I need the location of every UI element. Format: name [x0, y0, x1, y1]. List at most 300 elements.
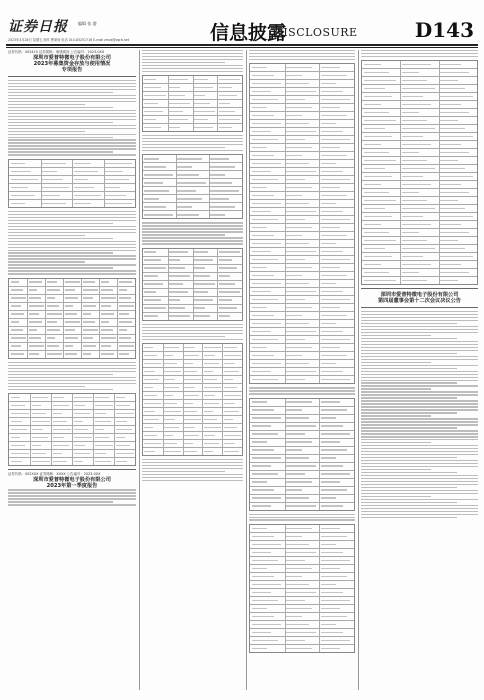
table-cell-text — [402, 264, 431, 265]
table-cell-divider — [27, 343, 28, 350]
table-cell-text — [144, 403, 161, 404]
table-cell-divider — [168, 76, 169, 83]
table-cell-text — [286, 616, 302, 617]
text-line — [361, 350, 478, 351]
table-cell-text — [105, 179, 129, 180]
table-cell-text — [219, 111, 235, 112]
table-row — [9, 343, 135, 351]
table-cell-divider — [117, 327, 118, 334]
table-cell-divider — [439, 277, 440, 284]
table-cell-divider — [400, 229, 401, 236]
text-line — [361, 436, 478, 437]
table-cell-divider — [217, 76, 218, 83]
table-cell-text — [321, 211, 344, 212]
text-line — [361, 442, 431, 443]
text-line — [361, 53, 478, 54]
table-row — [9, 394, 135, 402]
text-line — [142, 56, 243, 57]
table-row — [9, 192, 135, 200]
table-cell-text — [364, 168, 385, 169]
table-cell-text — [224, 395, 241, 396]
table-cell-text — [440, 112, 469, 113]
table-row — [250, 136, 354, 144]
table-cell-divider — [163, 424, 164, 431]
table-cell-divider — [209, 163, 210, 170]
table-cell-divider — [117, 311, 118, 318]
table-cell-text — [402, 72, 419, 73]
table-cell-text — [252, 608, 268, 609]
text-line — [8, 232, 136, 233]
table-row — [143, 273, 242, 281]
table-cell-text — [11, 163, 25, 164]
table-cell-text — [184, 403, 193, 404]
table-cell-text — [119, 337, 131, 338]
table-cell-divider — [168, 100, 169, 107]
text-line — [8, 235, 85, 236]
table-cell-divider — [319, 216, 320, 223]
table-cell-divider — [209, 203, 210, 210]
table-cell-divider — [45, 287, 46, 294]
table-cell-text — [364, 64, 381, 65]
table-cell-text — [65, 337, 79, 338]
table-cell-divider — [439, 205, 440, 212]
text-line — [8, 139, 136, 140]
table-cell-divider — [285, 160, 286, 167]
table-cell-divider — [319, 208, 320, 215]
table-cell-text — [144, 79, 155, 80]
header-rule-thin — [6, 47, 478, 48]
table-cell-divider — [285, 320, 286, 327]
table-cell-text — [286, 449, 302, 450]
table-cell-text — [321, 624, 337, 625]
table-cell-divider — [163, 384, 164, 391]
table-cell-divider — [217, 124, 218, 131]
table-cell-text — [364, 80, 397, 81]
table-cell-divider — [30, 434, 31, 441]
table-cell-divider — [51, 394, 52, 401]
table-cell-divider — [27, 279, 28, 286]
text-line — [361, 418, 478, 419]
table-cell-divider — [319, 240, 320, 247]
table-cell-divider — [99, 279, 100, 286]
table-cell-text — [321, 433, 350, 434]
table-cell-text — [252, 648, 268, 649]
table-cell-text — [42, 187, 69, 188]
table-cell-divider — [319, 192, 320, 199]
table-cell-text — [286, 401, 312, 402]
table-cell-text — [204, 387, 221, 388]
table-cell-divider — [163, 368, 164, 375]
table-row — [250, 352, 354, 360]
table-cell-text — [286, 299, 305, 300]
table-cell-text — [286, 425, 315, 426]
table-row — [9, 168, 135, 176]
table-row — [250, 471, 354, 479]
table-cell-text — [364, 88, 385, 89]
table-cell-text — [252, 552, 271, 553]
table-cell-text — [364, 240, 397, 241]
table-cell-divider — [51, 410, 52, 417]
table-cell-divider — [202, 440, 203, 447]
table-cell-text — [286, 473, 305, 474]
text-line — [142, 228, 243, 229]
text-line — [8, 250, 136, 251]
table-cell-divider — [285, 621, 286, 628]
table-cell-text — [164, 371, 181, 372]
table-cell-text — [321, 481, 340, 482]
table-cell-text — [105, 187, 119, 188]
table-cell-divider — [202, 368, 203, 375]
table-cell-divider — [285, 645, 286, 652]
table-cell-divider — [41, 200, 42, 207]
table-cell-divider — [400, 109, 401, 116]
table-cell-text — [144, 427, 153, 428]
table-cell-text — [364, 272, 389, 273]
text-line — [361, 451, 478, 452]
table-row — [250, 637, 354, 645]
text-line — [249, 517, 355, 518]
table-cell-text — [286, 171, 315, 172]
table-cell-text — [252, 409, 275, 410]
table-cell-divider — [217, 84, 218, 91]
table-cell-text — [252, 481, 268, 482]
table-row — [143, 313, 242, 320]
table-cell-text — [364, 248, 385, 249]
table-cell-divider — [163, 448, 164, 455]
table-cell-text — [252, 107, 268, 108]
data-table — [249, 524, 355, 653]
table-row — [250, 463, 354, 471]
text-line — [8, 371, 136, 372]
table-cell-divider — [114, 458, 115, 465]
table-cell-text — [286, 331, 315, 332]
table-row — [250, 160, 354, 168]
text-line — [361, 439, 478, 440]
table-cell-text — [321, 568, 340, 569]
table-cell-divider — [183, 352, 184, 359]
table-cell-text — [364, 160, 397, 161]
table-cell-divider — [319, 72, 320, 79]
table-cell-divider — [222, 344, 223, 351]
table-cell-divider — [285, 80, 286, 87]
table-cell-divider — [63, 335, 64, 342]
table-cell-text — [321, 536, 347, 537]
table-row — [362, 61, 477, 69]
table-cell-divider — [168, 313, 169, 320]
table-cell-text — [286, 115, 302, 116]
table-cell-divider — [202, 432, 203, 439]
table-cell-divider — [81, 319, 82, 326]
table-cell-text — [286, 243, 309, 244]
table-cell-text — [321, 75, 347, 76]
table-cell-text — [321, 417, 337, 418]
table-cell-text — [164, 355, 173, 356]
table-cell-text — [53, 413, 62, 414]
table-cell-divider — [285, 431, 286, 438]
table-row — [143, 211, 242, 218]
table-cell-divider — [99, 287, 100, 294]
text-line — [8, 368, 136, 369]
table-cell-text — [321, 355, 347, 356]
table-cell-text — [224, 387, 237, 388]
table-cell-divider — [222, 376, 223, 383]
text-line — [142, 471, 225, 472]
table-cell-text — [321, 371, 344, 372]
text-line — [361, 496, 431, 497]
table-cell-text — [65, 321, 80, 322]
table-cell-divider — [285, 479, 286, 486]
text-block — [361, 311, 478, 518]
table-row — [250, 629, 354, 637]
table-cell-text — [286, 465, 315, 466]
table-cell-divider — [439, 253, 440, 260]
table-cell-divider — [439, 165, 440, 172]
table-cell-text — [252, 227, 268, 228]
table-row — [250, 304, 354, 312]
table-cell-divider — [81, 279, 82, 286]
table-cell-divider — [285, 415, 286, 422]
table-cell-divider — [319, 152, 320, 159]
table-cell-divider — [439, 245, 440, 252]
table-cell-text — [252, 584, 281, 585]
table-row — [9, 311, 135, 319]
text-line — [142, 474, 243, 475]
table-cell-divider — [439, 229, 440, 236]
table-cell-divider — [72, 394, 73, 401]
table-cell-text — [29, 289, 37, 290]
text-line — [8, 98, 136, 99]
table-cell-divider — [319, 320, 320, 327]
table-row — [143, 416, 242, 424]
table-cell-divider — [439, 269, 440, 276]
table-cell-divider — [319, 573, 320, 580]
table-cell-divider — [63, 295, 64, 302]
table-cell-text — [11, 445, 25, 446]
table-cell-text — [144, 119, 155, 120]
table-cell-text — [440, 104, 461, 105]
table-cell-divider — [183, 432, 184, 439]
table-cell-divider — [163, 440, 164, 447]
table-cell-divider — [285, 487, 286, 494]
table-cell-text — [224, 411, 239, 412]
table-cell-divider — [45, 343, 46, 350]
table-cell-divider — [202, 408, 203, 415]
table-cell-divider — [51, 442, 52, 449]
table-cell-divider — [51, 434, 52, 441]
table-cell-text — [286, 131, 315, 132]
table-cell-divider — [439, 181, 440, 188]
text-line — [361, 427, 457, 428]
table-cell-text — [402, 96, 423, 97]
table-cell-text — [177, 158, 202, 159]
text-line — [361, 448, 478, 449]
column-1 — [8, 50, 136, 692]
table-cell-text — [252, 259, 278, 260]
table-cell-text — [119, 329, 127, 330]
table-cell-divider — [193, 297, 194, 304]
table-cell-text — [440, 176, 473, 177]
table-cell-divider — [285, 296, 286, 303]
table-cell-text — [194, 299, 213, 300]
table-cell-text — [11, 413, 29, 414]
table-cell-divider — [285, 112, 286, 119]
notice-title: 2023年募集资金存放与使用情况 — [33, 60, 111, 67]
table-cell-divider — [285, 629, 286, 636]
table-row — [250, 296, 354, 304]
table-cell-text — [11, 297, 26, 298]
table-row — [250, 120, 354, 128]
table-row — [9, 402, 135, 410]
table-cell-divider — [209, 155, 210, 162]
table-cell-text — [364, 72, 389, 73]
table-cell-text — [252, 592, 271, 593]
table-row — [9, 327, 135, 335]
table-cell-text — [144, 214, 172, 215]
table-cell-divider — [319, 376, 320, 383]
table-cell-divider — [319, 280, 320, 287]
table-cell-text — [252, 433, 278, 434]
table-row — [250, 487, 354, 495]
table-cell-text — [402, 168, 435, 169]
table-cell-divider — [45, 311, 46, 318]
table-cell-text — [101, 305, 111, 306]
table-cell-text — [210, 182, 231, 183]
text-block — [142, 324, 243, 340]
table-cell-text — [321, 600, 350, 601]
table-cell-divider — [81, 335, 82, 342]
table-cell-text — [402, 88, 435, 89]
table-cell-divider — [183, 408, 184, 415]
table-cell-divider — [319, 645, 320, 652]
table-row — [362, 125, 477, 133]
table-cell-text — [119, 297, 131, 298]
table-cell-text — [11, 337, 26, 338]
text-line — [361, 511, 478, 512]
table-cell-text — [194, 111, 215, 112]
text-line — [8, 125, 136, 126]
table-cell-text — [32, 445, 41, 446]
table-cell-text — [321, 83, 337, 84]
table-cell-divider — [93, 450, 94, 457]
table-cell-text — [144, 291, 155, 292]
table-cell-divider — [285, 581, 286, 588]
table-cell-text — [321, 528, 340, 529]
table-cell-divider — [27, 335, 28, 342]
table-cell-divider — [319, 471, 320, 478]
table-cell-divider — [439, 197, 440, 204]
text-line — [249, 53, 355, 54]
table-cell-text — [219, 127, 233, 128]
table-cell-divider — [319, 479, 320, 486]
table-row — [250, 96, 354, 104]
table-cell-text — [210, 166, 235, 167]
table-cell-divider — [285, 312, 286, 319]
table-cell-divider — [72, 160, 73, 167]
table-row — [250, 320, 354, 328]
table-cell-text — [164, 363, 177, 364]
table-cell-text — [440, 200, 457, 201]
table-cell-divider — [183, 400, 184, 407]
table-cell-divider — [209, 195, 210, 202]
table-cell-divider — [222, 400, 223, 407]
text-line — [142, 68, 243, 69]
table-cell-divider — [72, 450, 73, 457]
table-cell-text — [47, 321, 57, 322]
table-cell-divider — [51, 450, 52, 457]
text-line — [8, 504, 136, 505]
table-cell-text — [286, 259, 305, 260]
text-line — [8, 217, 136, 218]
text-line — [249, 59, 355, 60]
table-cell-text — [144, 395, 157, 396]
table-cell-text — [286, 251, 315, 252]
table-cell-divider — [202, 344, 203, 351]
table-cell-divider — [400, 213, 401, 220]
table-cell-text — [184, 363, 193, 364]
table-cell-text — [144, 166, 165, 167]
text-line — [142, 339, 243, 340]
table-cell-text — [164, 347, 179, 348]
table-cell-divider — [285, 565, 286, 572]
table-cell-text — [74, 453, 90, 454]
table-cell-divider — [222, 408, 223, 415]
data-table — [8, 393, 136, 466]
text-line — [142, 237, 243, 238]
table-cell-divider — [117, 319, 118, 326]
table-cell-text — [204, 371, 213, 372]
text-block — [8, 489, 136, 505]
table-cell-divider — [439, 93, 440, 100]
table-cell-divider — [45, 351, 46, 358]
table-cell-text — [286, 123, 309, 124]
table-cell-text — [177, 182, 205, 183]
text-line — [361, 430, 478, 431]
table-cell-divider — [319, 447, 320, 454]
text-line — [8, 270, 136, 271]
table-cell-text — [119, 281, 133, 282]
table-grid — [142, 343, 243, 456]
text-line — [142, 477, 243, 478]
table-row — [143, 376, 242, 384]
table-cell-text — [74, 421, 83, 422]
table-cell-text — [224, 371, 239, 372]
table-cell-text — [184, 355, 199, 356]
table-cell-divider — [176, 179, 177, 186]
table-grid — [361, 60, 478, 285]
table-row — [362, 277, 477, 284]
table-cell-text — [440, 64, 461, 65]
table-cell-text — [177, 174, 198, 175]
text-line — [8, 145, 136, 146]
table-cell-text — [116, 397, 125, 398]
table-cell-divider — [209, 171, 210, 178]
table-cell-text — [252, 83, 281, 84]
text-line — [8, 142, 136, 143]
table-row — [250, 431, 354, 439]
table-cell-divider — [285, 549, 286, 556]
table-cell-divider — [319, 200, 320, 207]
table-cell-text — [219, 87, 233, 88]
table-cell-divider — [99, 319, 100, 326]
table-cell-text — [74, 171, 98, 172]
text-line — [361, 320, 478, 321]
table-cell-text — [219, 79, 240, 80]
table-cell-text — [11, 313, 25, 314]
table-cell-text — [74, 429, 88, 430]
table-cell-text — [116, 437, 125, 438]
table-cell-text — [402, 152, 419, 153]
table-cell-text — [164, 387, 179, 388]
